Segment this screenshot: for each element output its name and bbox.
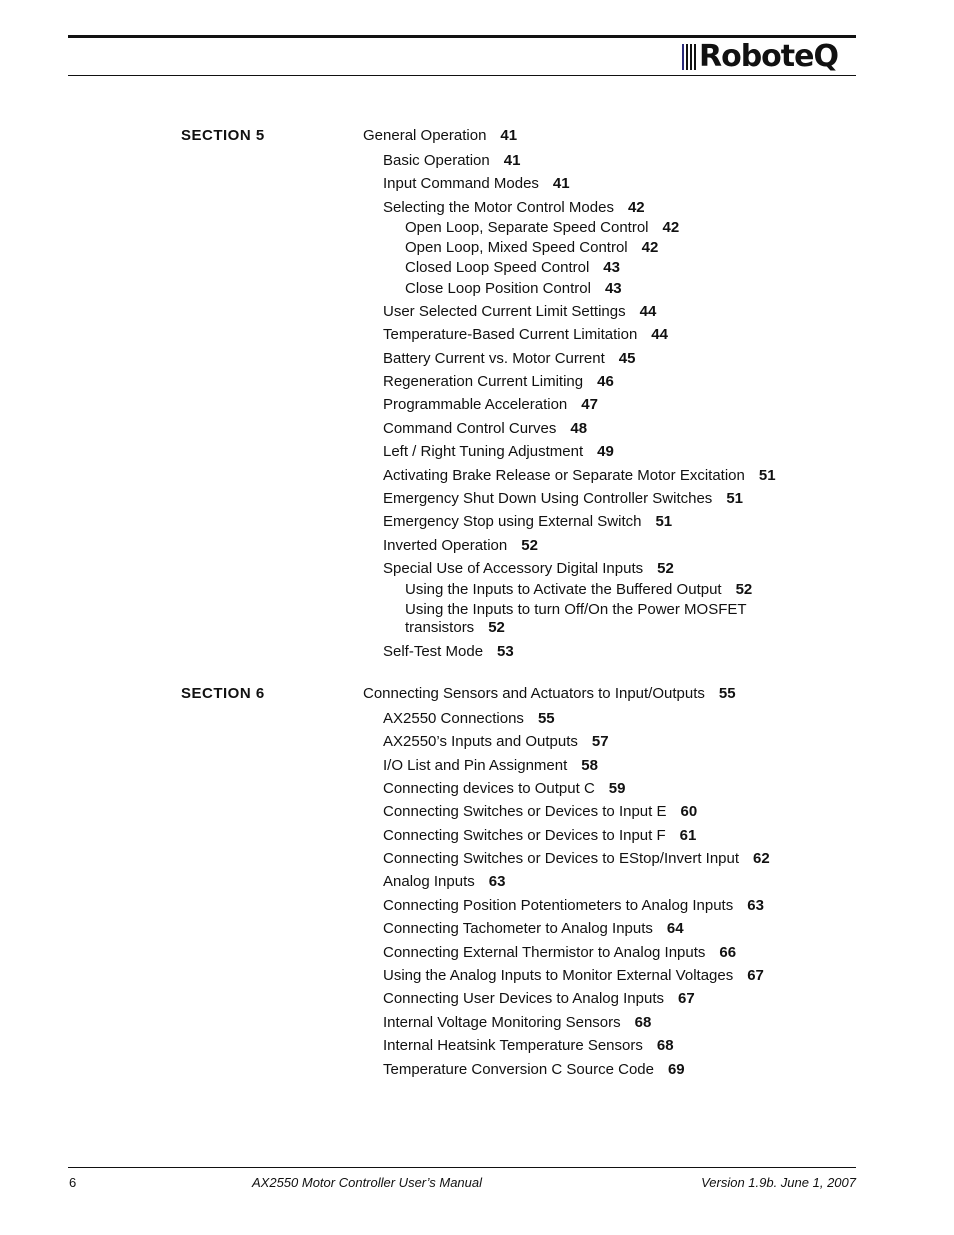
- toc-entry-page: 44: [651, 326, 668, 343]
- toc-entry-page: 52: [488, 619, 505, 636]
- toc-entry-title: Connecting Switches or Devices to Input F: [383, 827, 666, 844]
- toc-entry-page: 58: [581, 757, 598, 774]
- toc-entry-page: 67: [747, 967, 764, 984]
- toc-entry-title: Connecting devices to Output C: [383, 780, 595, 797]
- toc-entry-page: 51: [758, 467, 776, 484]
- toc-entry-title: Analog Inputs: [383, 873, 475, 890]
- toc-entry-title: Temperature-Based Current Limitation: [383, 326, 638, 343]
- toc-entry[interactable]: [383, 967, 764, 985]
- header-rule-bottom: [68, 75, 856, 76]
- toc-entry-title: Battery Current vs. Motor Current: [383, 350, 605, 367]
- toc-entry-page: 42: [627, 199, 645, 216]
- header-rule-top: [68, 35, 856, 38]
- toc-entry-page: 60: [680, 803, 698, 820]
- toc-entry[interactable]: [383, 710, 555, 728]
- toc-entry-title: Using the Inputs to Activate the Buffered Output: [405, 581, 722, 598]
- toc-entry-title: Open Loop, Mixed Speed Control: [405, 239, 628, 256]
- toc-entry[interactable]: [383, 643, 514, 661]
- section-label: SECTION 6: [181, 685, 265, 702]
- toc-entry-title: Using the Inputs to turn Off/On the Power MOSFET: [405, 601, 747, 618]
- toc-entry-page: 44: [639, 303, 657, 320]
- toc-entry-title: Inverted Operation: [383, 537, 508, 554]
- toc-entry-page: 61: [679, 827, 697, 844]
- toc-entry[interactable]: [383, 920, 684, 938]
- toc-entry[interactable]: [383, 420, 587, 438]
- toc-entry-page: 64: [666, 920, 684, 937]
- toc-entry[interactable]: [383, 490, 743, 508]
- toc-entry[interactable]: [383, 897, 764, 915]
- toc-entry-page: 63: [747, 897, 764, 914]
- toc-entry-title: Using the Analog Inputs to Monitor External Voltages: [383, 967, 734, 984]
- toc-entry-page: 66: [719, 944, 737, 961]
- toc-entry-title: Open Loop, Separate Speed Control: [405, 219, 649, 236]
- toc-entry[interactable]: [383, 827, 696, 845]
- toc-entry-title: Programmable Acceleration: [383, 396, 568, 413]
- toc-entry-title: Connecting Sensors and Actuators to Input/Outputs: [363, 685, 705, 702]
- toc-entry[interactable]: [383, 467, 776, 485]
- toc-entry[interactable]: [383, 513, 672, 531]
- toc-entry[interactable]: [383, 780, 625, 798]
- toc-entry[interactable]: [383, 1037, 674, 1055]
- toc-entry-page: 47: [581, 396, 598, 413]
- toc-entry-title: Close Loop Position Control: [405, 280, 591, 297]
- toc-entry[interactable]: [383, 803, 697, 821]
- toc-entry-title: AX2550 Connections: [383, 710, 524, 727]
- toc-entry-title: Left / Right Tuning Adjustment: [383, 443, 584, 460]
- toc-entry-title: Input Command Modes: [383, 175, 539, 192]
- toc-entry-page: 59: [608, 780, 626, 797]
- toc-entry-page: 51: [655, 513, 673, 530]
- toc-entry-page: 57: [591, 733, 609, 750]
- toc-entry-title: Activating Brake Release or Separate Motor Excitation: [383, 467, 745, 484]
- toc-entry-page: 51: [726, 490, 743, 507]
- toc-entry[interactable]: [383, 873, 505, 891]
- page-number: 6: [69, 1175, 77, 1190]
- toc-entry-page: 42: [662, 219, 680, 236]
- toc-entry-page: 53: [497, 643, 514, 660]
- toc-entry-page: 41: [503, 152, 521, 169]
- toc-entry-title: Connecting Tachometer to Analog Inputs: [383, 920, 653, 937]
- toc-entry-page: 63: [488, 873, 506, 890]
- logo-wordmark: RoboteQ: [699, 39, 838, 74]
- toc-entry-page: 62: [753, 850, 770, 867]
- toc-entry-title: Connecting Switches or Devices to EStop/Invert Input: [383, 850, 740, 867]
- toc-entry-title: Regeneration Current Limiting: [383, 373, 584, 390]
- toc-entry[interactable]: [363, 127, 517, 145]
- toc-entry-title: Basic Operation: [383, 152, 490, 169]
- toc-entry-page: 55: [537, 710, 555, 727]
- toc-entry-page: 67: [678, 990, 695, 1007]
- toc-entry[interactable]: [383, 733, 609, 751]
- toc-entry-title: I/O List and Pin Assignment: [383, 757, 568, 774]
- toc-entry[interactable]: [383, 990, 695, 1008]
- toc-entry-title: Connecting Switches or Devices to Input E: [383, 803, 667, 820]
- toc-entry-title: Closed Loop Speed Control: [405, 259, 590, 276]
- toc-entry-title: Emergency Stop using External Switch: [383, 513, 642, 530]
- toc-entry[interactable]: [383, 850, 770, 868]
- toc-entry[interactable]: [383, 757, 598, 775]
- toc-entry-page: 41: [500, 127, 518, 144]
- toc-entry-page: 42: [641, 239, 659, 256]
- toc-entry[interactable]: [383, 175, 570, 193]
- toc-entry[interactable]: [383, 396, 598, 414]
- toc-entry[interactable]: [383, 944, 736, 962]
- manual-title: AX2550 Motor Controller User’s Manual: [252, 1175, 483, 1190]
- toc-entry-title: Connecting Position Potentiometers to Analog Inputs: [383, 897, 734, 914]
- toc-entry-title: transistors: [405, 619, 475, 636]
- toc-entry-title: Connecting External Thermistor to Analog Inputs: [383, 944, 706, 961]
- toc-entry[interactable]: [405, 239, 658, 257]
- toc-entry-page: 55: [718, 685, 736, 702]
- toc-entry-page: 43: [603, 259, 620, 276]
- toc-entry-title: Connecting User Devices to Analog Inputs: [383, 990, 664, 1007]
- toc-entry[interactable]: [405, 619, 505, 637]
- toc-entry-title: Emergency Shut Down Using Controller Switches: [383, 490, 713, 507]
- toc-entry[interactable]: [383, 326, 668, 344]
- toc-entry-page: 68: [634, 1014, 652, 1031]
- toc-entry[interactable]: [405, 601, 747, 619]
- toc-entry-title: Self-Test Mode: [383, 643, 484, 660]
- toc-entry-page: 49: [597, 443, 614, 460]
- toc-entry-page: 43: [604, 280, 622, 297]
- toc-entry-title: Selecting the Motor Control Modes: [383, 199, 614, 216]
- toc-entry[interactable]: [383, 560, 674, 578]
- toc-entry-title: Internal Voltage Monitoring Sensors: [383, 1014, 621, 1031]
- toc-entry-page: 69: [667, 1061, 685, 1078]
- toc-entry[interactable]: [383, 303, 656, 321]
- toc-entry[interactable]: [383, 199, 645, 217]
- toc-entry[interactable]: [405, 581, 752, 599]
- roboteq-logo: [682, 40, 838, 74]
- toc-entry[interactable]: [383, 443, 614, 461]
- version-info: Version 1.9b. June 1, 2007: [701, 1175, 856, 1190]
- toc-entry[interactable]: [383, 1061, 685, 1079]
- toc-entry-title: Internal Heatsink Temperature Sensors: [383, 1037, 643, 1054]
- toc-entry-title: Temperature Conversion C Source Code: [383, 1061, 654, 1078]
- footer-rule: [68, 1167, 856, 1168]
- toc-entry-page: 48: [570, 420, 588, 437]
- toc-entry-page: 52: [657, 560, 674, 577]
- toc-entry[interactable]: [383, 152, 520, 170]
- toc-entry-page: 68: [656, 1037, 674, 1054]
- logo-bars-icon: [682, 44, 696, 70]
- toc-entry[interactable]: [363, 685, 736, 703]
- toc-entry[interactable]: [405, 280, 622, 298]
- toc-entry[interactable]: [383, 373, 614, 391]
- toc-entry[interactable]: [383, 350, 635, 368]
- toc-entry-page: 41: [552, 175, 570, 192]
- toc-entry[interactable]: [405, 259, 620, 277]
- toc-entry-page: 45: [618, 350, 636, 367]
- toc-entry-title: User Selected Current Limit Settings: [383, 303, 626, 320]
- toc-entry-title: Special Use of Accessory Digital Inputs: [383, 560, 644, 577]
- toc-entry[interactable]: [405, 219, 679, 237]
- toc-entry-page: 52: [521, 537, 538, 554]
- section-label: SECTION 5: [181, 127, 265, 144]
- toc-entry[interactable]: [383, 1014, 651, 1032]
- toc-entry-page: 52: [735, 581, 753, 598]
- toc-entry[interactable]: [383, 537, 538, 555]
- toc-entry-title: AX2550’s Inputs and Outputs: [383, 733, 578, 750]
- toc-entry-title: Command Control Curves: [383, 420, 557, 437]
- toc-entry-page: 46: [597, 373, 614, 390]
- toc-entry-title: General Operation: [363, 127, 487, 144]
